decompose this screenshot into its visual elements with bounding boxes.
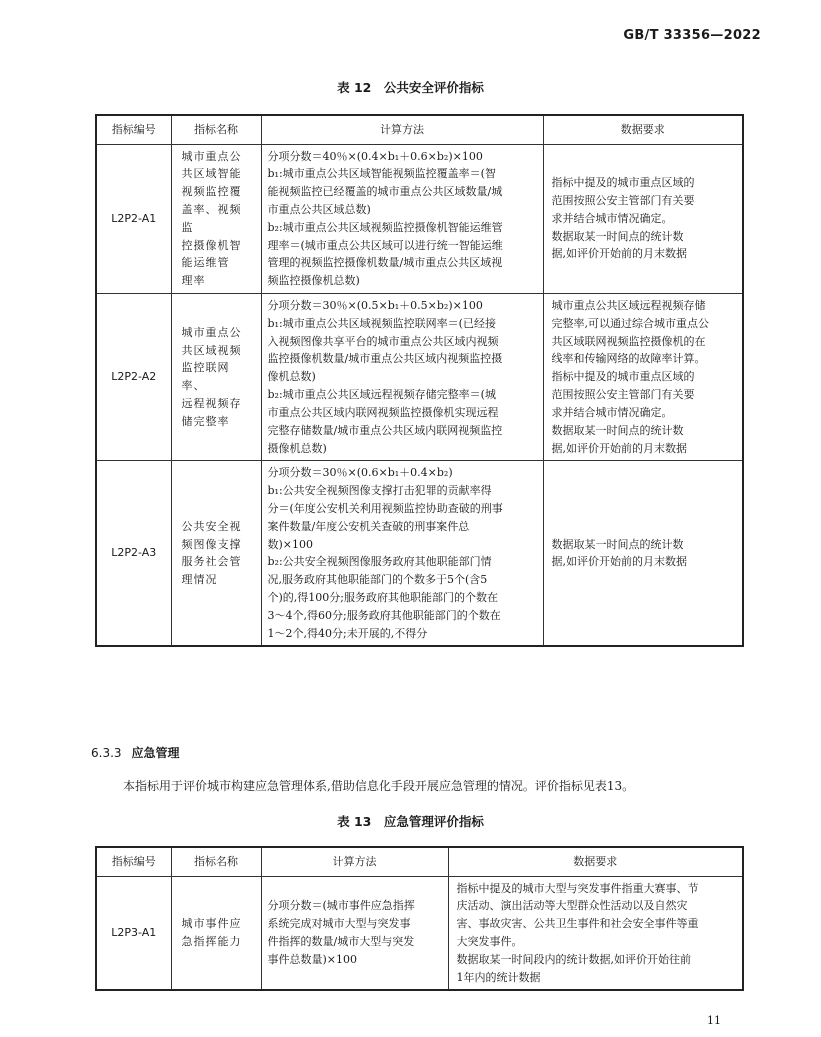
col-header-name: 指标名称 [171,115,261,144]
table12-caption: 表 12 公共安全评价指标 [337,80,484,95]
col-header-requirement: 数据要求 [543,115,743,144]
section-number: 6.3.3 [91,746,122,760]
calculation-method: 分项分数＝40％×(0.4×b₁＋0.6×b₂)×100 b₁:城市重点公共区域智能视频监控覆盖率＝(智 能视频监控已经覆盖的城市重点公共区域数量/城 市重点公共区域总数) b₂:城市重点公共区域视频监控摄像机智能运维管 理率＝(城市重点公共区域可以进行统一智能运维 管理的视频监控摄像机数量/城市重点公共区域视 频监控摄像机总数) [261,144,543,294]
page-number: 11 [707,1014,721,1027]
indicator-name: 城市重点公 共区域智能 视频监控覆 盖率、视频监 控摄像机智 能运维管 理率 [171,144,261,294]
col-header-code: 指标编号 [96,115,171,144]
col-header-method: 计算方法 [261,847,448,876]
calculation-method: 分项分数＝(城市事件应急指挥 系统完成对城市大型与突发事 件指挥的数量/城市大型与突发 事件总数量)×100 [261,876,448,990]
data-requirement: 指标中提及的城市重点区域的 范围按照公安主管部门有关要 求并结合城市情况确定。 数据取某一时间点的统计数 据,如评价开始前的月末数据 [543,144,743,294]
calculation-method: 分项分数＝30％×(0.5×b₁＋0.5×b₂)×100 b₁:城市重点公共区域视频监控联网率＝(已经接 入视频图像共享平台的城市重点公共区域内视频 监控摄像机数量/城市重点公共区域内视频监控摄 像机总数) b₂:城市重点公共区域远程视频存储完整率＝(城 市重点公共区域内联网视频监控摄像机实现远程 完整存储数量/城市重点公共区域内联网视频监控 摄像机总数) [261,294,543,461]
data-requirement: 城市重点公共区域远程视频存储 完整率,可以通过综合城市重点公 共区域联网视频监控摄像机的在 线率和传输网络的故障率计算。 指标中提及的城市重点区域的 范围按照公安主管部门有关要 求并结合城市情况确定。 数据取某一时间点的统计数 据,如评价开始前的月末数据 [543,294,743,461]
col-header-name: 指标名称 [171,847,261,876]
section-intro-paragraph: 本指标用于评价城市构建应急管理体系,借助信息化手段开展应急管理的情况。评价指标见表13。 [123,779,635,793]
col-header-code: 指标编号 [96,847,171,876]
table-row [96,461,743,647]
indicator-name: 公共安全视 频图像支撑 服务社会管 理情况 [171,461,261,647]
table13 [95,846,744,991]
section-heading [91,744,180,761]
indicator-code: L2P3-A1 [96,876,171,990]
table-row [96,876,743,990]
standard-code: GB/T 33356—2022 [623,28,761,43]
indicator-code: L2P2-A3 [96,461,171,647]
data-requirement: 数据取某一时间点的统计数 据,如评价开始前的月末数据 [543,461,743,647]
table13-header-row [96,847,743,876]
table13-caption: 表 13 应急管理评价指标 [337,814,484,829]
indicator-name: 城市重点公 共区域视频 监控联网率、 远程视频存 储完整率 [171,294,261,461]
col-header-requirement: 数据要求 [448,847,743,876]
indicator-code: L2P2-A2 [96,294,171,461]
table-row [96,294,743,461]
calculation-method: 分项分数＝30％×(0.6×b₁＋0.4×b₂) b₁:公共安全视频图像支撑打击犯罪的贡献率得 分＝(年度公安机关利用视频监控协助查破的刑事 案件数量/年度公安机关查破的刑事案件总 数)×100 b₂:公共安全视频图像服务政府其他职能部门情 况,服务政府其他职能部门的个数多于5个(含5 个)的,得100分;服务政府其他职能部门的个数在 3～4个,得60分;服务政府其他职能部门的个数在 1～2个,得40分;未开展的,不得分 [261,461,543,647]
data-requirement: 指标中提及的城市大型与突发事件指重大赛事、节 庆活动、演出活动等大型群众性活动以及自然灾 害、事故灾害、公共卫生事件和社会安全事件等重 大突发事件。 数据取某一时间段内的统计数据,如评价开始往前 1年内的统计数据 [448,876,743,990]
table-row [96,144,743,294]
table12 [95,114,744,647]
section-title: 应急管理 [131,746,180,760]
col-header-method: 计算方法 [261,115,543,144]
indicator-code: L2P2-A1 [96,144,171,294]
indicator-name: 城市事件应 急指挥能力 [171,876,261,990]
table12-header-row [96,115,743,144]
